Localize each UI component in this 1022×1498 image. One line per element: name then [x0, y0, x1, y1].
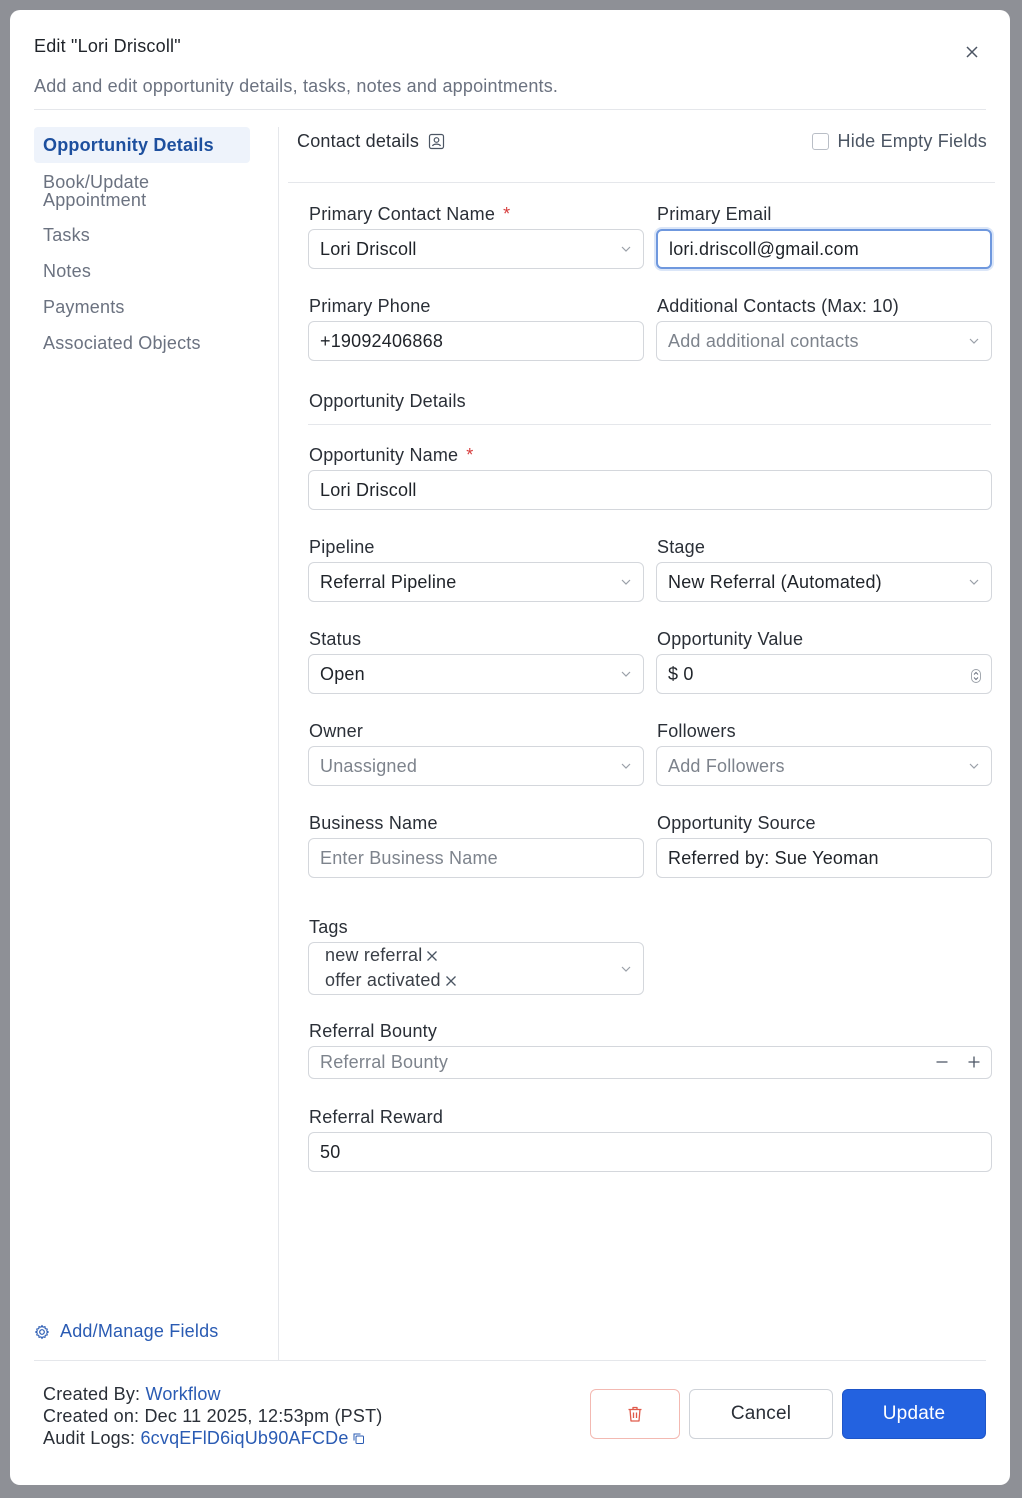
contact-details-label: Contact details	[297, 131, 420, 151]
status-value: Open	[320, 663, 365, 684]
owner-value: Unassigned	[320, 755, 418, 776]
chevron-down-icon	[620, 668, 632, 680]
opportunity-name-value: Lori Driscoll	[320, 479, 417, 500]
referral-bounty-field	[309, 1021, 993, 1072]
field-label: Referral Bounty	[309, 1021, 438, 1041]
opportunity-value-field	[657, 629, 993, 684]
contact-card-icon[interactable]	[428, 133, 445, 150]
followers-placeholder: Add Followers	[668, 755, 785, 776]
field-label: Opportunity Value	[657, 629, 804, 649]
sidebar-item-notes[interactable]: Notes	[43, 261, 92, 281]
tags-field	[309, 917, 645, 990]
sidebar-divider	[278, 127, 279, 1360]
opportunity-source-input[interactable]	[656, 838, 992, 878]
modal-header	[34, 36, 986, 96]
followers-field	[657, 721, 993, 776]
primary-email-field	[657, 204, 993, 259]
owner-field	[309, 721, 645, 776]
sidebar-item-tasks[interactable]: Tasks	[43, 225, 91, 245]
audit-logs-row: Audit Logs: 6cvqEFlD6iqUb90AFCDe	[43, 1427, 382, 1449]
field-label: Stage	[657, 537, 706, 557]
trash-icon	[625, 1404, 645, 1424]
additional-contacts-placeholder: Add additional contacts	[668, 330, 859, 351]
created-on-value: Dec 11 2025, 12:53pm (PST)	[144, 1406, 383, 1426]
chevron-down-icon	[620, 243, 632, 255]
contact-details-header	[297, 127, 987, 173]
tag-label: offer activated	[325, 970, 441, 990]
chevron-down-icon	[620, 760, 632, 772]
hide-empty-fields-toggle[interactable]	[812, 131, 987, 152]
stage-field	[657, 537, 993, 592]
followers-select[interactable]	[656, 746, 992, 786]
divider	[288, 182, 995, 183]
primary-contact-name-field	[309, 204, 645, 259]
hide-empty-fields-checkbox[interactable]	[812, 133, 829, 150]
referral-reward-input[interactable]	[308, 1132, 992, 1172]
modal-title: Edit "Lori Driscoll"	[34, 36, 181, 56]
copy-icon[interactable]	[352, 1432, 365, 1445]
opportunity-value-input[interactable]	[656, 654, 992, 694]
referral-reward-field	[309, 1107, 993, 1162]
business-name-placeholder: Enter Business Name	[320, 847, 498, 868]
edit-opportunity-modal	[10, 10, 1010, 1485]
field-label: Primary Phone	[309, 296, 431, 316]
opportunity-name-field	[309, 445, 993, 500]
field-label: Status	[309, 629, 362, 649]
opportunity-source-field	[657, 813, 993, 868]
update-button[interactable]: Update	[842, 1389, 986, 1439]
divider	[34, 1360, 986, 1361]
stage-select[interactable]	[656, 562, 992, 602]
primary-email-value: lori.driscoll@gmail.com	[669, 238, 859, 259]
sidebar-item-book-update-appointment[interactable]	[34, 173, 278, 209]
pipeline-value: Referral Pipeline	[320, 571, 457, 592]
close-small-icon[interactable]	[425, 949, 439, 963]
delete-button[interactable]	[590, 1389, 680, 1439]
created-on-row: Created on: Dec 11 2025, 12:53pm (PST)	[43, 1406, 383, 1426]
business-name-field	[309, 813, 645, 868]
primary-phone-field	[309, 296, 645, 351]
plus-icon[interactable]	[967, 1055, 981, 1069]
primary-contact-value: Lori Driscoll	[320, 238, 417, 259]
owner-select[interactable]	[308, 746, 644, 786]
gear-icon	[34, 1324, 50, 1340]
field-label: Primary Contact Name *	[309, 204, 511, 224]
number-controls	[935, 1055, 981, 1069]
close-small-icon[interactable]	[444, 974, 458, 988]
field-label: Referral Reward	[309, 1107, 444, 1127]
chevron-down-icon	[968, 576, 980, 588]
sidebar-item-associated-objects[interactable]: Associated Objects	[43, 333, 201, 353]
field-label: Opportunity Source	[657, 813, 816, 833]
opportunity-value-value: $ 0	[668, 663, 694, 684]
primary-phone-value: +19092406868	[320, 330, 444, 351]
tag-chip	[325, 945, 439, 966]
referral-bounty-placeholder: Referral Bounty	[320, 1052, 449, 1072]
divider	[308, 424, 991, 425]
sidebar-item-label: Book/Update	[43, 172, 150, 192]
stage-value: New Referral (Automated)	[668, 571, 882, 592]
chevron-down-icon	[620, 963, 632, 975]
additional-contacts-field	[657, 296, 993, 351]
sidebar-item-opportunity-details[interactable]: Opportunity Details	[34, 127, 250, 163]
tags-select[interactable]	[308, 942, 644, 995]
pipeline-field	[309, 537, 645, 592]
cancel-button[interactable]: Cancel	[689, 1389, 833, 1439]
hide-empty-fields-label: Hide Empty Fields	[837, 131, 987, 151]
sidebar-item-payments[interactable]: Payments	[43, 297, 125, 317]
field-label: Followers	[657, 721, 736, 741]
field-label: Owner	[309, 721, 364, 741]
chevron-down-icon	[968, 335, 980, 347]
record-meta	[43, 1383, 382, 1449]
opportunity-details-section-title: Opportunity Details	[309, 391, 466, 411]
required-mark: *	[466, 445, 474, 465]
status-select[interactable]	[308, 654, 644, 694]
field-label: Additional Contacts (Max: 10)	[657, 296, 899, 316]
add-manage-fields-link[interactable]	[34, 1321, 219, 1342]
created-by-link[interactable]: Workflow	[145, 1384, 221, 1404]
sidebar-item-label: Appointment	[43, 190, 147, 210]
modal-subtitle: Add and edit opportunity details, tasks, notes and appointments.	[34, 76, 559, 96]
stepper-icon[interactable]	[971, 667, 981, 681]
tag-label: new referral	[325, 945, 423, 965]
status-field	[309, 629, 645, 684]
primary-email-input[interactable]	[656, 229, 992, 269]
opportunity-source-value: Referred by: Sue Yeoman	[668, 847, 879, 868]
contact-details-title	[297, 131, 445, 152]
field-label: Business Name	[309, 813, 438, 833]
field-label: Pipeline	[309, 537, 375, 557]
add-manage-fields-label: Add/Manage Fields	[60, 1321, 219, 1341]
close-button[interactable]	[960, 40, 984, 64]
sidebar	[34, 127, 278, 361]
additional-contacts-select[interactable]	[656, 321, 992, 361]
primary-contact-select[interactable]	[308, 229, 644, 269]
close-icon	[960, 40, 984, 64]
field-label: Opportunity Name *	[309, 445, 474, 465]
primary-phone-input[interactable]	[308, 321, 644, 361]
pipeline-select[interactable]	[308, 562, 644, 602]
referral-reward-value: 50	[320, 1141, 341, 1162]
field-label: Tags	[309, 917, 348, 937]
chevron-down-icon	[968, 760, 980, 772]
referral-bounty-input[interactable]	[308, 1046, 992, 1079]
field-label: Primary Email	[657, 204, 772, 224]
opportunity-name-input[interactable]	[308, 470, 992, 510]
business-name-input[interactable]	[308, 838, 644, 878]
created-by-row: Created By: Workflow	[43, 1384, 221, 1404]
required-mark: *	[503, 204, 511, 224]
audit-log-id[interactable]: 6cvqEFlD6iqUb90AFCDe	[140, 1428, 349, 1448]
tag-chip	[325, 970, 458, 991]
chevron-down-icon	[620, 576, 632, 588]
minus-icon[interactable]	[935, 1055, 949, 1069]
divider	[34, 109, 986, 110]
